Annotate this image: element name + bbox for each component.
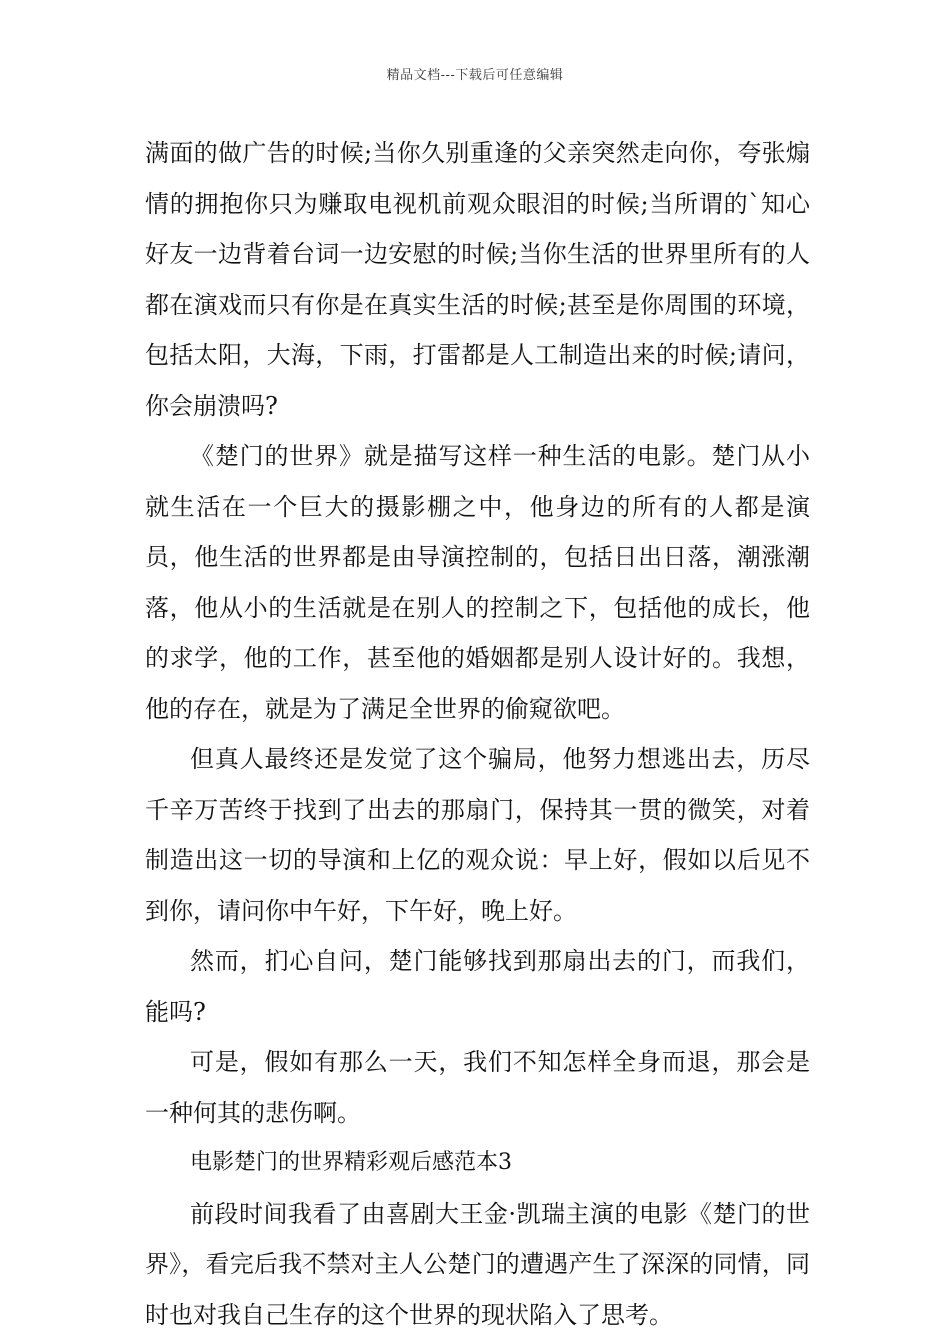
- paragraph: 然而，扪心自问，楚门能够找到那扇出去的门，而我们，能吗?: [145, 947, 810, 1026]
- paragraph: 《楚门的世界》就是描写这样一种生活的电影。楚门从小就生活在一个巨大的摄影棚之中，他身边的所有的人都是演员，他生活的世界都是由导演控制的，包括日出日落，潮涨潮落，他从小的生活就是在别人的控制之下，包括他的成长，他的求学，他的工作，甚至他的婚姻都是别人设计好的。我想，他的存在，就是为了满足全世界的偷窥欲吧。: [145, 442, 810, 723]
- paragraph: 但真人最终还是发觉了这个骗局，他努力想逃出去，历尽千辛万苦终于找到了出去的那扇门，保持其一贯的微笑，对着制造出这一切的导演和上亿的观众说：早上好，假如以后见不到你，请问你中午好，下午好，晚上好。: [145, 745, 810, 925]
- paragraph: 可是，假如有那么一天，我们不知怎样全身而退，那会是一种何其的悲伤啊。: [145, 1048, 810, 1127]
- document-body: [145, 128, 810, 1340]
- page-header: 精品文档---下载后可任意编辑: [386, 68, 564, 83]
- paragraph: 前段时间我看了由喜剧大王金·凯瑞主演的电影《楚门的世界》，看完后我不禁对主人公楚门的遭遇产生了深深的同情，同时也对我自己生存的这个世界的现状陷入了思考。: [145, 1199, 810, 1329]
- paragraph-continuation: 满面的做广告的时候;当你久别重逢的父亲突然走向你，夸张煽情的拥抱你只为赚取电视机前观众眼泪的时候;当所谓的`知心好友一边背着台词一边安慰的时候;当你生活的世界里所有的人都在演戏而只有你是在真实生活的时候;甚至是你周围的环境，包括太阳，大海，下雨，打雷都是人工制造出来的时候;请问，你会崩溃吗?: [145, 139, 810, 420]
- section-heading: 电影楚门的世界精彩观后感范本3: [190, 1150, 512, 1175]
